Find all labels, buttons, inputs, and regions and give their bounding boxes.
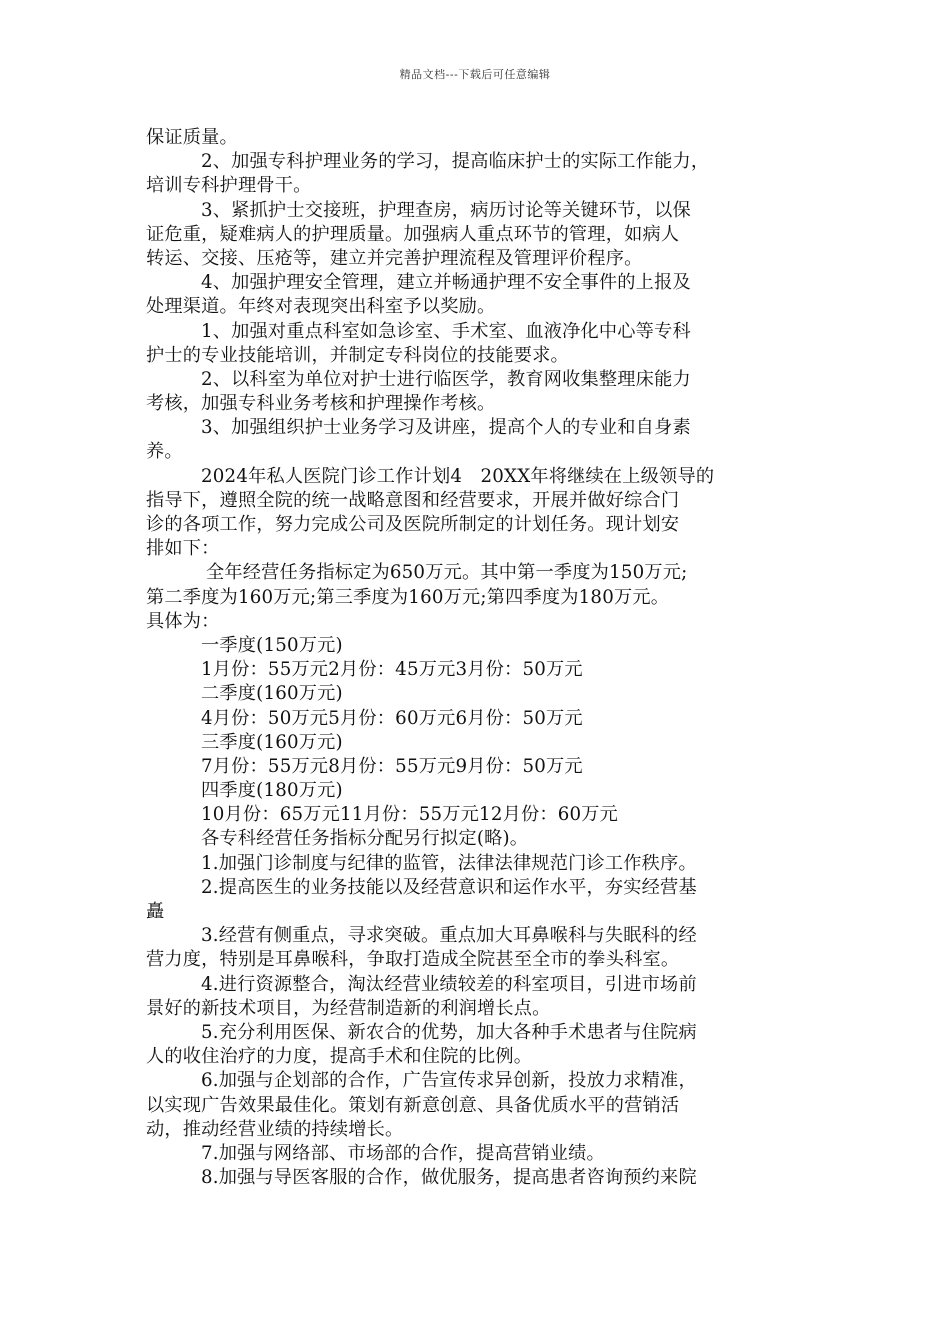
text-line: 7月份：55万元8月份：55万元9月份：50万元 [201, 755, 583, 777]
text-line: 考核，加强专科业务考核和护理操作考核。 [146, 393, 496, 415]
text-line: 指导下，遵照全院的统一战略意图和经营要求，开展并做好综合门 [146, 489, 680, 511]
text-line: 保证质量。 [146, 127, 238, 148]
text-line: 四季度(180万元) [201, 780, 343, 802]
text-line: 人的收住治疗的力度，提高手术和住院的比例。 [146, 1046, 533, 1068]
text-line: 营力度，特别是耳鼻喉科，争取打造成全院甚至全市的拳头科室。 [146, 949, 680, 971]
text-line: 1月份：55万元2月份：45万元3月份：50万元 [201, 659, 583, 681]
text-line: 处理渠道。年终对表现突出科室予以奖励。 [146, 296, 496, 318]
text-line: 全年经营任务指标定为650万元。其中第一季度为150万元; [206, 562, 688, 584]
text-line: 4.进行资源整合，淘汰经营业绩较差的科室项目，引进市场前 [201, 973, 697, 995]
text-line: 各专科经营任务指标分配另行拟定(略)。 [201, 828, 529, 850]
text-line: 2、加强专科护理业务的学习，提高临床护士的实际工作能力， [201, 151, 710, 173]
text-line: 证危重，疑难病人的护理质量。加强病人重点环节的管理，如病人 [146, 223, 680, 245]
text-line: 2、以科室为单位对护士进行临医学，教育网收集整理床能力 [201, 368, 691, 390]
text-line: 培训专科护理骨干。 [146, 175, 312, 197]
text-line: 5.充分利用医保、新农合的优势，加大各种手术患者与住院病 [201, 1021, 697, 1043]
document-body [146, 126, 808, 1190]
text-line: 3、紧抓护士交接班，护理查房，病历讨论等关键环节，以保 [201, 199, 691, 221]
text-line: 4月份：50万元5月份：60万元6月份：50万元 [201, 707, 583, 729]
text-line: 7.加强与网络部、市场部的合作，提高营销业绩。 [201, 1142, 605, 1164]
text-line: 排如下： [146, 538, 220, 560]
text-line: 三季度(160万元) [201, 731, 343, 753]
text-line: 养。 [146, 441, 183, 463]
text-line: 景好的新技术项目，为经营制造新的利润增长点。 [146, 997, 551, 1019]
text-line: 6.加强与企划部的合作，广告宣传求异创新，投放力求精准， [201, 1070, 697, 1092]
text-line: 2.提高医生的业务技能以及经营意识和运作水平，夯实经营基 [201, 876, 697, 898]
text-line: 1.加强门诊制度与纪律的监管，法律法律规范门诊工作秩序。 [201, 852, 697, 874]
text-line: 具体为： [146, 610, 220, 632]
text-line: 诊的各项工作，努力完成公司及医院所制定的计划任务。现计划安 [146, 514, 680, 535]
text-line: 2024年私人医院门诊工作计划4 20XX年将继续在上级领导的 [201, 465, 715, 487]
text-line: 8.加强与导医客服的合作，做优服务，提高患者咨询预约来院 [201, 1167, 697, 1189]
text-line: 一季度(150万元) [201, 634, 343, 656]
text-line: 4、加强护理安全管理，建立并畅通护理不安全事件的上报及 [201, 272, 691, 294]
text-line: 以实现广告效果最佳化。策划有新意创意、具备优质水平的营销活 [146, 1094, 680, 1116]
text-line: 10月份：65万元11月份：55万元12月份：60万元 [201, 804, 619, 826]
text-line: 1、加强对重点科室如急诊室、手术室、血液净化中心等专科 [201, 320, 691, 342]
text-line: 第二季度为160万元;第三季度为160万元;第四季度为180万元。 [146, 586, 670, 608]
text-line: 3、加强组织护士业务学习及讲座，提高个人的专业和自身素 [201, 417, 691, 439]
text-line: 转运、交接、压疮等，建立并完善护理流程及管理评价程序。 [146, 247, 643, 269]
text-line: 3.经营有侧重点，寻求突破。重点加大耳鼻喉科与失眠科的经 [201, 925, 697, 947]
text-line: 矗 [146, 901, 165, 922]
text-line: 动，推动经营业绩的持续增长。 [146, 1118, 404, 1140]
text-line: 护士的专业技能培训，并制定专科岗位的技能要求。 [146, 344, 569, 366]
text-line: 二季度(160万元) [201, 683, 343, 705]
page-header: 精品文档---下载后可任意编辑 [399, 68, 551, 81]
